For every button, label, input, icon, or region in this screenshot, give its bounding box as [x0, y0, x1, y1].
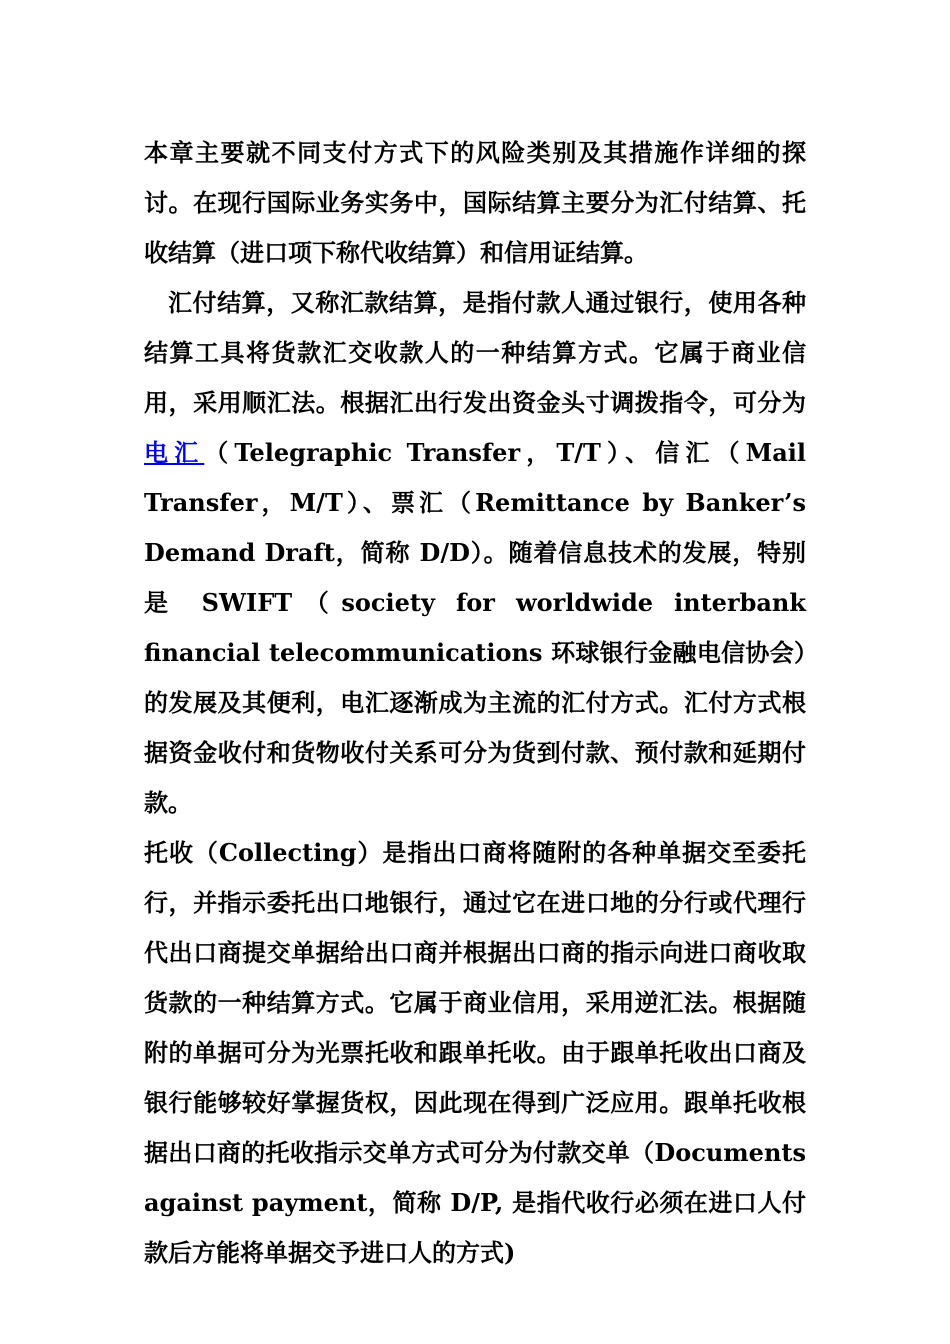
paragraph-remittance-text-1: 汇付结算，又称汇款结算，是指付款人通过银行，使用各种结算工具将货款汇交收款人的一种结算方式。它属于商业信用，采用顺汇法。根据汇出行发出资金头寸调拨指令，可分为	[144, 288, 806, 417]
paragraph-intro	[144, 128, 806, 278]
telegraphic-transfer-link[interactable]: 电汇	[144, 438, 205, 467]
document-body	[144, 128, 806, 1278]
paragraph-remittance-text-2: （Telegraphic Transfer，T/T）、信汇（Mail Transfer，M/T）、票汇（Remittance by Banker’s Demand Draft，简称 D/D）。随着信息技术的发展，特别是 SWIFT（society for worldwide interbank financial telecommunications 环球银行金融电信协会）的发展及其便利，电汇逐渐成为主流的汇付方式。汇付方式根据资金收付和货物收付关系可分为货到付款、预付款和延期付款。	[144, 438, 806, 817]
paragraph-intro-text: 本章主要就不同支付方式下的风险类别及其措施作详细的探讨。在现行国际业务实务中，国际结算主要分为汇付结算、托收结算（进口项下称代收结算）和信用证结算。	[144, 138, 806, 267]
paragraph-remittance	[144, 278, 806, 828]
paragraph-collection	[144, 828, 806, 1278]
paragraph-collection-text: 托收（Collecting）是指出口商将随附的各种单据交至委托行，并指示委托出口地银行，通过它在进口地的分行或代理行代出口商提交单据给出口商并根据出口商的指示向进口商收取货款的一种结算方式。它属于商业信用，采用逆汇法。根据随附的单据可分为光票托收和跟单托收。由于跟单托收出口商及银行能够较好掌握货权，因此现在得到广泛应用。跟单托收根据出口商的托收指示交单方式可分为付款交单（Documents against payment，简称 D/P, 是指代收行必须在进口人付款后方能将单据交予进口人的方式)	[144, 838, 806, 1267]
